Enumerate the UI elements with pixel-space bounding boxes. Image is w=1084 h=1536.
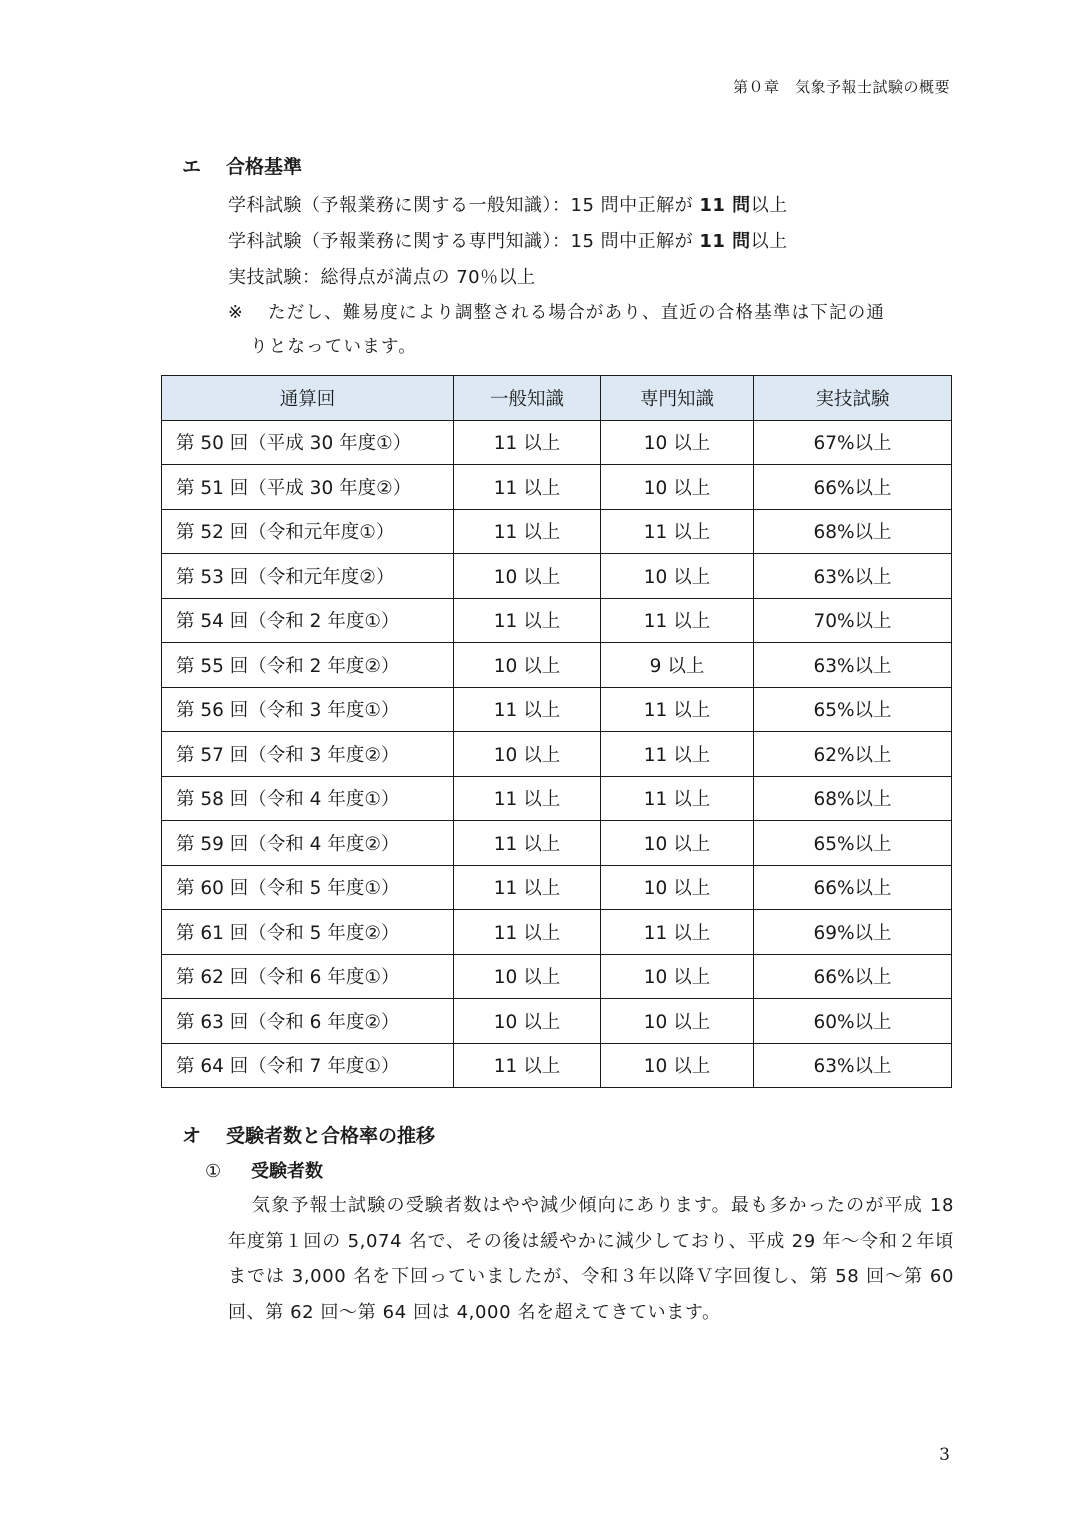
cell-general: 11 以上 xyxy=(454,465,601,510)
criteria-bold: 11 問 xyxy=(699,231,751,252)
cell-session: 第 50 回（平成 30 年度①） xyxy=(162,420,454,465)
page-number: 3 xyxy=(939,1445,950,1465)
table-row xyxy=(162,865,952,910)
cell-practical: 62%以上 xyxy=(754,732,952,777)
cell-session: 第 60 回（令和 5 年度①） xyxy=(162,865,454,910)
header-specialized: 専門知識 xyxy=(601,376,754,421)
cell-practical: 69%以上 xyxy=(754,910,952,955)
cell-practical: 66%以上 xyxy=(754,954,952,999)
cell-practical: 68%以上 xyxy=(754,509,952,554)
criteria-text: 学科試験（予報業務に関する専門知識）：15 問中正解が xyxy=(228,231,700,252)
section-marker: エ xyxy=(182,156,202,178)
note-mark: ※ xyxy=(228,303,244,323)
table-row xyxy=(162,465,952,510)
cell-session: 第 57 回（令和 3 年度②） xyxy=(162,732,454,777)
cell-practical: 65%以上 xyxy=(754,821,952,866)
cell-session: 第 61 回（令和 5 年度②） xyxy=(162,910,454,955)
cell-practical: 67%以上 xyxy=(754,420,952,465)
cell-general: 10 以上 xyxy=(454,732,601,777)
cell-practical: 63%以上 xyxy=(754,554,952,599)
cell-specialized: 10 以上 xyxy=(601,954,754,999)
criteria-note xyxy=(228,296,952,364)
cell-practical: 63%以上 xyxy=(754,643,952,688)
cell-practical: 66%以上 xyxy=(754,865,952,910)
cell-specialized: 10 以上 xyxy=(601,821,754,866)
criteria-text: 以上 xyxy=(750,231,788,252)
cell-session: 第 54 回（令和 2 年度①） xyxy=(162,598,454,643)
table-row xyxy=(162,598,952,643)
table-row xyxy=(162,999,952,1044)
subsection-title: 受験者数 xyxy=(251,1161,323,1182)
table-row xyxy=(162,509,952,554)
cell-practical: 63%以上 xyxy=(754,1043,952,1088)
cell-general: 11 以上 xyxy=(454,1043,601,1088)
cell-practical: 65%以上 xyxy=(754,687,952,732)
section-marker: オ xyxy=(182,1125,202,1147)
cell-practical: 60%以上 xyxy=(754,999,952,1044)
cell-general: 11 以上 xyxy=(454,598,601,643)
passing-criteria-table xyxy=(161,375,952,1088)
cell-specialized: 11 以上 xyxy=(601,598,754,643)
cell-specialized: 11 以上 xyxy=(601,910,754,955)
cell-general: 11 以上 xyxy=(454,687,601,732)
header-practical: 実技試験 xyxy=(754,376,952,421)
note-text-line1: ただし、難易度により調整される場合があり、直近の合格基準は下記の通 xyxy=(268,303,886,323)
cell-session: 第 56 回（令和 3 年度①） xyxy=(162,687,454,732)
cell-specialized: 10 以上 xyxy=(601,420,754,465)
cell-general: 11 以上 xyxy=(454,910,601,955)
table-row xyxy=(162,954,952,999)
table-row xyxy=(162,420,952,465)
cell-session: 第 52 回（令和元年度①） xyxy=(162,509,454,554)
header-general: 一般知識 xyxy=(454,376,601,421)
table-header-row xyxy=(162,376,952,421)
cell-session: 第 64 回（令和 7 年度①） xyxy=(162,1043,454,1088)
cell-general: 11 以上 xyxy=(454,821,601,866)
cell-session: 第 59 回（令和 4 年度②） xyxy=(162,821,454,866)
cell-general: 11 以上 xyxy=(454,865,601,910)
running-header: 第０章 気象予報士試験の概要 xyxy=(732,78,950,96)
cell-session: 第 58 回（令和 4 年度①） xyxy=(162,776,454,821)
criteria-line-practical xyxy=(228,263,536,289)
cell-general: 11 以上 xyxy=(454,420,601,465)
table-row xyxy=(162,643,952,688)
section-title: 受験者数と合格率の推移 xyxy=(226,1125,436,1147)
cell-specialized: 10 以上 xyxy=(601,554,754,599)
cell-session: 第 51 回（平成 30 年度②） xyxy=(162,465,454,510)
section-title: 合格基準 xyxy=(226,156,303,178)
criteria-text: 実技試験：総得点が満点の 70％以上 xyxy=(228,267,536,288)
criteria-text: 学科試験（予報業務に関する一般知識）：15 問中正解が xyxy=(228,195,700,216)
criteria-line-specialized xyxy=(228,227,788,253)
note-text-line2: りとなっています。 xyxy=(250,337,417,357)
table-row xyxy=(162,821,952,866)
table-row xyxy=(162,776,952,821)
body-paragraph: 気象予報士試験の受験者数はやや減少傾向にあります。最も多かったのが平成 18 年度第１回の 5,074 名で、その後は緩やかに減少しており、平成 29 年～令和２年頃までは 3,000 名を下回っていましたが、令和３年以降Ｖ字回復し、第 58 回～第 60 回、第 62 回～第 64 回は 4,000 名を超えてきています。 xyxy=(228,1195,954,1323)
cell-specialized: 9 以上 xyxy=(601,643,754,688)
subsection-number: ① xyxy=(205,1161,222,1182)
criteria-bold: 11 問 xyxy=(699,195,751,216)
section-heading-trends xyxy=(182,1121,435,1148)
cell-general: 11 以上 xyxy=(454,776,601,821)
cell-specialized: 11 以上 xyxy=(601,732,754,777)
cell-specialized: 11 以上 xyxy=(601,776,754,821)
criteria-text: 以上 xyxy=(750,195,788,216)
cell-general: 10 以上 xyxy=(454,999,601,1044)
header-session: 通算回 xyxy=(162,376,454,421)
cell-specialized: 10 以上 xyxy=(601,465,754,510)
cell-general: 10 以上 xyxy=(454,554,601,599)
subsection-heading xyxy=(205,1157,323,1183)
cell-specialized: 11 以上 xyxy=(601,509,754,554)
table-row xyxy=(162,687,952,732)
cell-practical: 66%以上 xyxy=(754,465,952,510)
cell-specialized: 10 以上 xyxy=(601,865,754,910)
cell-session: 第 53 回（令和元年度②） xyxy=(162,554,454,599)
table-row xyxy=(162,1043,952,1088)
cell-practical: 70%以上 xyxy=(754,598,952,643)
cell-specialized: 10 以上 xyxy=(601,999,754,1044)
cell-practical: 68%以上 xyxy=(754,776,952,821)
cell-specialized: 10 以上 xyxy=(601,1043,754,1088)
cell-general: 11 以上 xyxy=(454,509,601,554)
table-row xyxy=(162,732,952,777)
cell-specialized: 11 以上 xyxy=(601,687,754,732)
cell-session: 第 63 回（令和 6 年度②） xyxy=(162,999,454,1044)
cell-session: 第 62 回（令和 6 年度①） xyxy=(162,954,454,999)
table-row xyxy=(162,554,952,599)
section-heading-criteria xyxy=(182,152,302,179)
criteria-line-general xyxy=(228,191,788,217)
cell-session: 第 55 回（令和 2 年度②） xyxy=(162,643,454,688)
cell-general: 10 以上 xyxy=(454,643,601,688)
cell-general: 10 以上 xyxy=(454,954,601,999)
table-row xyxy=(162,910,952,955)
